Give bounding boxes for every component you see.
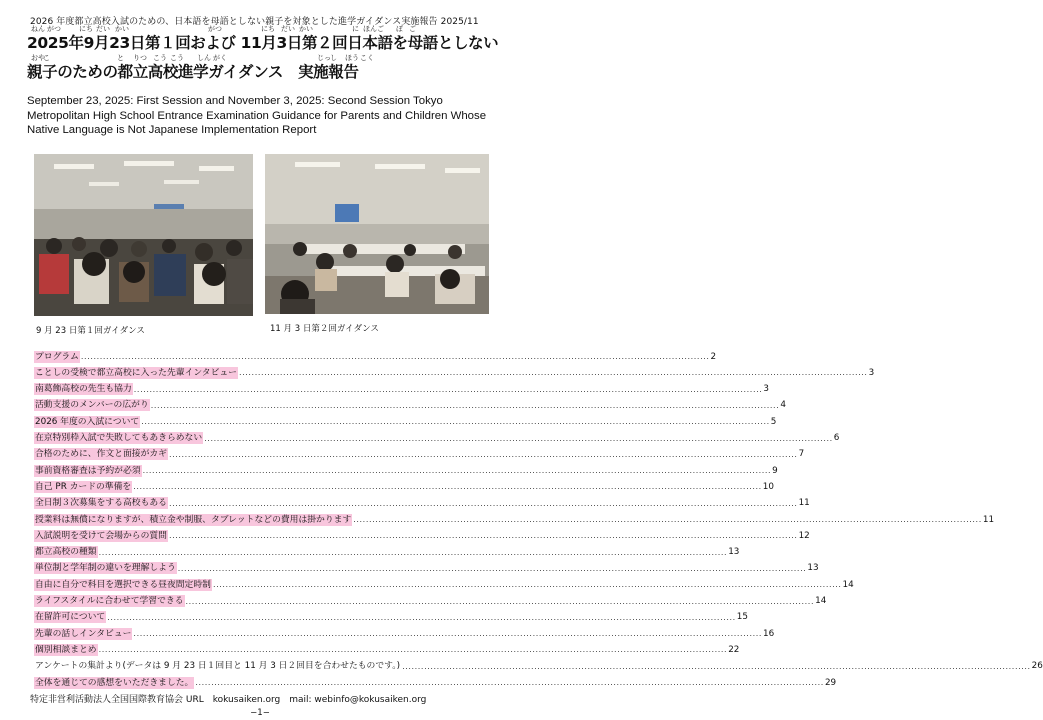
toc-leader-dots: ........................................................................................................................................................................................................ <box>353 515 982 524</box>
toc-leader-dots: ........................................................................................................................................................................................................ <box>204 433 833 443</box>
toc-item[interactable] <box>34 350 717 363</box>
ruby-text: に <box>352 25 359 33</box>
ruby-text: じっ <box>317 54 331 62</box>
toc-item-label: プログラム <box>35 351 79 362</box>
toc-item[interactable] <box>34 660 1043 673</box>
ruby-text: かい <box>299 25 313 33</box>
ruby-text: がつ <box>47 25 61 33</box>
header-line: 2026 年度都立高校入試のための、日本語を母語としない親子を対象とした進学ガイダンス実施報告 2025/11 <box>30 17 479 27</box>
toc-item-page: 13 <box>807 563 819 574</box>
toc-leader-dots: ........................................................................................................................................................................................................ <box>80 352 710 361</box>
page-number: −1− <box>250 708 270 718</box>
toc-item[interactable] <box>34 497 810 510</box>
toc-item-page: 4 <box>780 400 786 411</box>
toc-item-page: 9 <box>772 465 778 476</box>
ruby-text: こ <box>43 54 50 62</box>
toc-item[interactable] <box>34 627 775 640</box>
ruby-text: し <box>330 54 337 62</box>
toc-leader-dots: ........................................................................................................................................................................................................ <box>133 384 763 394</box>
ruby-text: こう <box>170 54 184 62</box>
ruby-text: ご <box>409 25 416 33</box>
toc-leader-dots: ........................................................................................................................................................................................................ <box>98 547 728 557</box>
toc-item-label: 全体を通じての感想をいただきました。 <box>35 677 194 688</box>
toc-item-page: 6 <box>833 433 840 443</box>
toc-leader-dots: ........................................................................................................................................................................................................ <box>168 498 798 508</box>
toc-item[interactable] <box>34 546 740 559</box>
toc-item-label: 全日制３次募集をする高校もある <box>35 498 167 509</box>
toc-leader-dots: ........................................................................................................................................................................................................ <box>107 612 736 622</box>
toc-item[interactable] <box>34 383 769 396</box>
toc-item-label: 都立高校の種類 <box>35 547 97 558</box>
toc-item-page: 13 <box>728 547 740 558</box>
ruby-text: おや <box>31 54 45 62</box>
ruby-text: にち <box>261 25 275 33</box>
caption-second-session: 11 月 3 日第２回ガイダンス <box>270 324 379 334</box>
toc-item[interactable] <box>34 480 774 493</box>
toc-item-page: 3 <box>763 384 769 395</box>
photo-second-session <box>265 154 489 314</box>
toc-leader-dots: ........................................................................................................................................................................................................ <box>168 531 798 541</box>
toc-item-label: 在京特別枠入試で失敗してもあきらめない <box>35 433 203 443</box>
toc-item-page: 12 <box>798 530 810 541</box>
toc-item[interactable] <box>34 448 805 461</box>
toc-item-page: 14 <box>815 596 827 606</box>
ruby-text: こく <box>360 54 374 62</box>
toc-leader-dots: ........................................................................................................................................................................................................ <box>150 400 780 410</box>
toc-item-label: 活動支援のメンバーの広がり <box>35 400 149 411</box>
ruby-text: ねん <box>31 25 45 33</box>
toc-item-page: 14 <box>842 579 854 590</box>
toc-item-label: 南葛飾高校の先生も協力 <box>35 384 132 395</box>
toc-item-page: 3 <box>868 367 875 378</box>
ruby-text: りつ <box>133 54 147 62</box>
toc-item-page: 10 <box>762 481 774 492</box>
toc-leader-dots: ........................................................................................................................................................................................................ <box>185 596 815 606</box>
toc-item-label: 合格のために、作文と面接がカギ <box>35 449 167 460</box>
footer-contact: 特定非営利活動法人全国国際教育協会 URL kokusaiken.org mail: webinfo@kokusaiken.org <box>30 695 427 705</box>
toc-item-label: ライフスタイルに合わせて学習できる <box>35 596 184 606</box>
caption-first-session: 9 月 23 日第１回ガイダンス <box>36 326 145 336</box>
toc-item-label: 授業料は無償になりますが、積立金や制服、タブレットなどの費用は掛かります <box>35 514 352 525</box>
toc-item-label: 2026 年度の入試について <box>35 416 140 427</box>
toc-item-label: 個別相談まとめ <box>35 644 97 655</box>
toc-item-page: 11 <box>798 498 810 509</box>
ruby-text: がく <box>213 54 227 62</box>
ruby-text: ご <box>377 25 384 33</box>
english-title: September 23, 2025: First Session and November 3, 2025: Second Session Tokyo Metropolitan High School Entrance Examination Guidance for Parents and Children Whose Native Language is Not Japanese Implementation Report <box>27 95 487 136</box>
toc-leader-dots: ........................................................................................................................................................................................................ <box>212 580 842 590</box>
toc-leader-dots: ........................................................................................................................................................................................................ <box>133 482 762 492</box>
ruby-text: かい <box>115 25 129 33</box>
toc-item-label: 事前資格審査は予約が必須 <box>35 465 141 476</box>
toc-leader-dots: ........................................................................................................................................................................................................ <box>238 368 868 378</box>
toc-item-page: 7 <box>798 449 805 460</box>
toc-item[interactable] <box>34 611 748 624</box>
toc-leader-dots: ........................................................................................................................................................................................................ <box>133 629 763 639</box>
toc-item-page: 15 <box>736 612 748 623</box>
toc-item[interactable] <box>34 676 837 689</box>
ruby-text: しん <box>197 54 211 62</box>
toc-item-label: 単位制と学年制の違いを理解しよう <box>35 563 176 574</box>
toc-item[interactable] <box>34 464 778 477</box>
toc-item-label: 自己 PR カードの準備を <box>35 481 132 492</box>
toc-leader-dots: ........................................................................................................................................................................................................ <box>141 417 770 427</box>
ruby-text: だい <box>281 25 295 33</box>
toc-item[interactable] <box>34 643 740 656</box>
toc-item-label: 自由に自分で科目を選択できる昼夜間定時制 <box>35 579 211 590</box>
title-line2: 親子のための都立高校進学ガイダンス 実施報告 <box>27 63 359 81</box>
toc-item-label: アンケートの集計より(データは 9 月 23 日１回目と 11 月 3 日２回目を合わせたものです。) <box>35 661 401 672</box>
ruby-text: がつ <box>208 25 222 33</box>
ruby-text: だい <box>96 25 110 33</box>
toc-item[interactable] <box>34 578 854 591</box>
toc-item-label: 入試説明を受けて会場からの質問 <box>35 530 167 541</box>
toc-leader-dots: ........................................................................................................................................................................................................ <box>177 563 807 573</box>
toc-item[interactable] <box>34 513 995 526</box>
toc-item-page: 26 <box>1031 661 1043 672</box>
photo-first-session <box>34 154 253 316</box>
toc-item[interactable] <box>34 595 827 608</box>
toc-item[interactable] <box>34 529 810 542</box>
toc-leader-dots: ........................................................................................................................................................................................................ <box>168 449 798 459</box>
ruby-text: ぼ <box>396 25 403 33</box>
toc-item-label: 在留許可について <box>35 612 106 623</box>
toc-leader-dots: ........................................................................................................................................................................................................ <box>98 645 728 655</box>
toc-item[interactable] <box>34 415 777 428</box>
toc-leader-dots: ........................................................................................................................................................................................................ <box>142 466 772 476</box>
toc-item[interactable] <box>34 399 786 412</box>
toc-item-page: 22 <box>728 644 740 655</box>
ruby-text: こう <box>153 54 167 62</box>
toc-item-page: 11 <box>982 514 995 525</box>
ruby-text: ほう <box>345 54 359 62</box>
title-line1: 2025年9月23日第１回および 11月3日第２回日本語を母語としない <box>27 34 499 52</box>
toc-item-page: 2 <box>710 351 717 362</box>
toc-leader-dots: ........................................................................................................................................................................................................ <box>195 678 824 687</box>
ruby-text: ほん <box>363 25 377 33</box>
toc-item[interactable] <box>34 432 840 445</box>
toc-item[interactable] <box>34 366 875 379</box>
ruby-text: と <box>117 54 124 62</box>
ruby-text: にち <box>79 25 93 33</box>
toc-item-page: 29 <box>824 677 837 688</box>
toc-item-page: 16 <box>763 628 775 639</box>
toc-item[interactable] <box>34 562 819 575</box>
toc-leader-dots: ........................................................................................................................................................................................................ <box>402 661 1031 671</box>
toc-item-page: 5 <box>770 416 777 427</box>
toc-item-label: ことしの受検で都立高校に入った先輩インタビュー <box>35 367 237 378</box>
toc-item-label: 先輩の話しインタビュー <box>35 628 132 639</box>
